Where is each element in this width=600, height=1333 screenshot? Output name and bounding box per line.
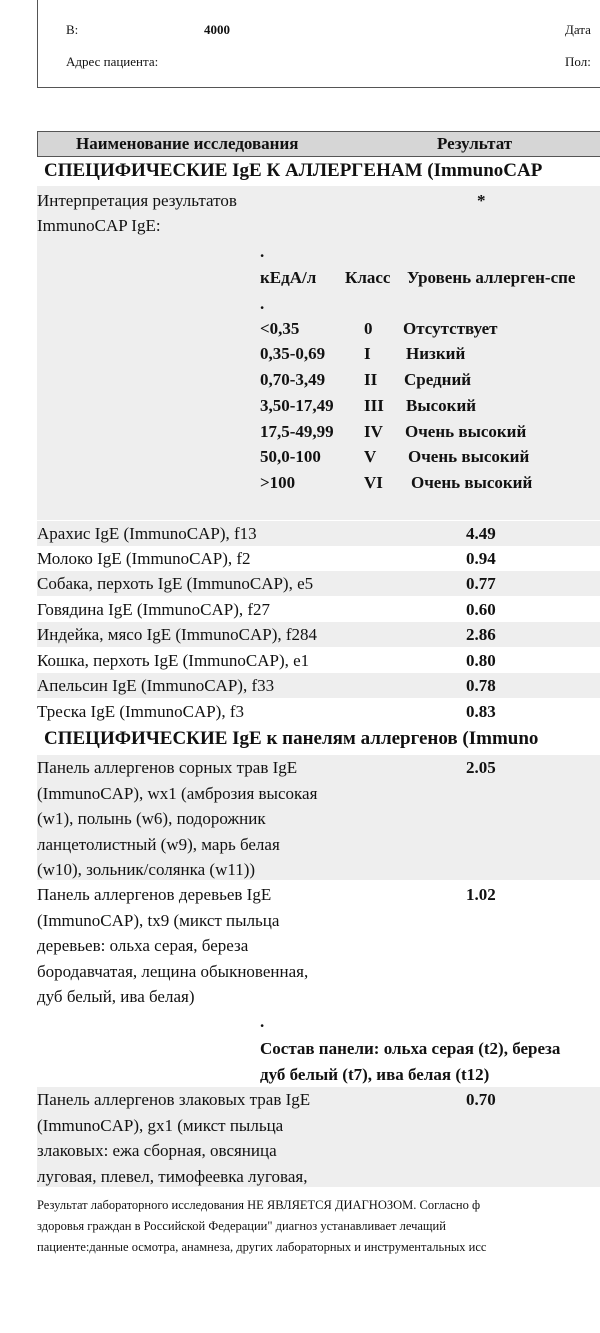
- result-value: 0.77: [466, 574, 496, 593]
- column-header-result: Результат: [437, 134, 513, 153]
- interp-class: III: [364, 396, 384, 415]
- interp-class: IV: [364, 422, 383, 441]
- interp-range: 0,70-3,49: [260, 370, 326, 389]
- result-value: 0.94: [466, 549, 496, 568]
- interp-range: 3,50-17,49: [260, 396, 334, 415]
- panel-value-trees: 1.02: [466, 885, 496, 904]
- interp-level: Высокий: [406, 396, 477, 415]
- result-value: 2.86: [466, 625, 496, 644]
- section-title-panels: СПЕЦИФИЧЕСКИЕ IgE к панелям аллергенов (Immuno: [44, 728, 539, 749]
- interp-level: Низкий: [406, 344, 466, 363]
- result-name: Молоко IgE (ImmunoCAP), f2: [37, 549, 251, 568]
- panel-name-weeds: Панель аллергенов сорных трав IgE (ImmunoCAP), wx1 (амброзия высокая (w1), полынь (w6), подорожник ланцетолистный (w9), марь белая (w10), зольник/солянка (w11)): [37, 758, 318, 879]
- interp-range: 17,5-49,99: [260, 422, 334, 441]
- interp-level: Очень высокий: [408, 447, 530, 466]
- section-title-allergens: СПЕЦИФИЧЕСКИЕ IgE К АЛЛЕРГЕНАМ (ImmunoCAP: [44, 160, 543, 181]
- interp-level: Очень высокий: [405, 422, 527, 441]
- interp-level: Средний: [404, 370, 472, 389]
- interpretation-label-line2: ImmunoCAP IgE:: [37, 216, 161, 235]
- result-value: 4.49: [466, 524, 496, 543]
- panel-value-grasses: 0.70: [466, 1090, 496, 1109]
- interp-dot-mid: .: [260, 294, 265, 313]
- result-value: 0.78: [466, 676, 496, 695]
- interp-class: II: [364, 370, 378, 389]
- column-header-name: Наименование исследования: [76, 134, 299, 153]
- result-name: Апельсин IgE (ImmunoCAP), f33: [37, 676, 275, 695]
- panel-name-grasses: Панель аллергенов злаковых трав IgE (ImmunoCAP), gx1 (микст пыльца злаковых: ежа сборная, овсяница луговая, плевел, тимофеевка луговая,: [37, 1090, 311, 1186]
- interp-level: Очень высокий: [411, 473, 533, 492]
- interpretation-result: *: [477, 191, 486, 210]
- result-name: Индейка, мясо IgE (ImmunoCAP), f284: [37, 625, 318, 644]
- disclaimer-line: здоровья граждан в Российской Федерации" диагноз устанавливает лечащий: [37, 1219, 446, 1233]
- result-name: Арахис IgE (ImmunoCAP), f13: [37, 524, 257, 543]
- interp-range: >100: [260, 473, 296, 492]
- panel-name-trees: Панель аллергенов деревьев IgE (ImmunoCAP), tx9 (микст пыльца деревьев: ольха серая, береза бородавчатая, лещина обыкновенная, дуб белый, ива белая): [37, 885, 309, 1006]
- patient-info-box: [37, 0, 600, 88]
- interp-head-unit: кЕдА/л: [260, 268, 317, 287]
- interp-class: I: [364, 344, 371, 363]
- result-name: Кошка, перхоть IgE (ImmunoCAP), e1: [37, 651, 310, 670]
- disclaimer-line: пациенте:данные осмотра, анамнеза, других лабораторных и инструментальных исс: [37, 1240, 487, 1254]
- sex-label: Пол:: [565, 54, 591, 69]
- result-value: 0.80: [466, 651, 496, 670]
- interp-range: 0,35-0,69: [260, 344, 326, 363]
- interp-range: 50,0-100: [260, 447, 321, 466]
- disclaimer-line: Результат лабораторного исследования НЕ ЯВЛЯЕТСЯ ДИАГНОЗОМ. Согласно ф: [37, 1198, 481, 1212]
- panel-composition-note: Состав панели: ольха серая (t2), береза дуб белый (t7), ива белая (t12): [260, 1039, 561, 1084]
- interp-dot-top: .: [260, 242, 265, 261]
- interp-level: Отсутствует: [403, 319, 498, 338]
- interp-class: VI: [364, 473, 383, 492]
- interpretation-label-line1: Интерпретация результатов: [37, 191, 237, 210]
- panel-value-weeds: 2.05: [466, 758, 496, 777]
- result-name: Говядина IgE (ImmunoCAP), f27: [37, 600, 271, 619]
- interp-class: V: [364, 447, 377, 466]
- interp-range: <0,35: [260, 319, 300, 338]
- panel-note-dot: .: [260, 1012, 265, 1031]
- interp-class: 0: [364, 319, 373, 338]
- address-label: Адрес пациента:: [66, 54, 159, 69]
- age-value: 4000: [204, 22, 230, 37]
- interp-head-level: Уровень аллерген-спе: [407, 268, 576, 287]
- interp-head-class: Класс: [345, 268, 391, 287]
- result-value: 0.83: [466, 702, 496, 721]
- date-label: Дата: [565, 22, 591, 37]
- age-label: В:: [66, 22, 79, 37]
- result-name: Треска IgE (ImmunoCAP), f3: [37, 702, 245, 721]
- result-value: 0.60: [466, 600, 496, 619]
- result-name: Собака, перхоть IgE (ImmunoCAP), e5: [37, 574, 314, 593]
